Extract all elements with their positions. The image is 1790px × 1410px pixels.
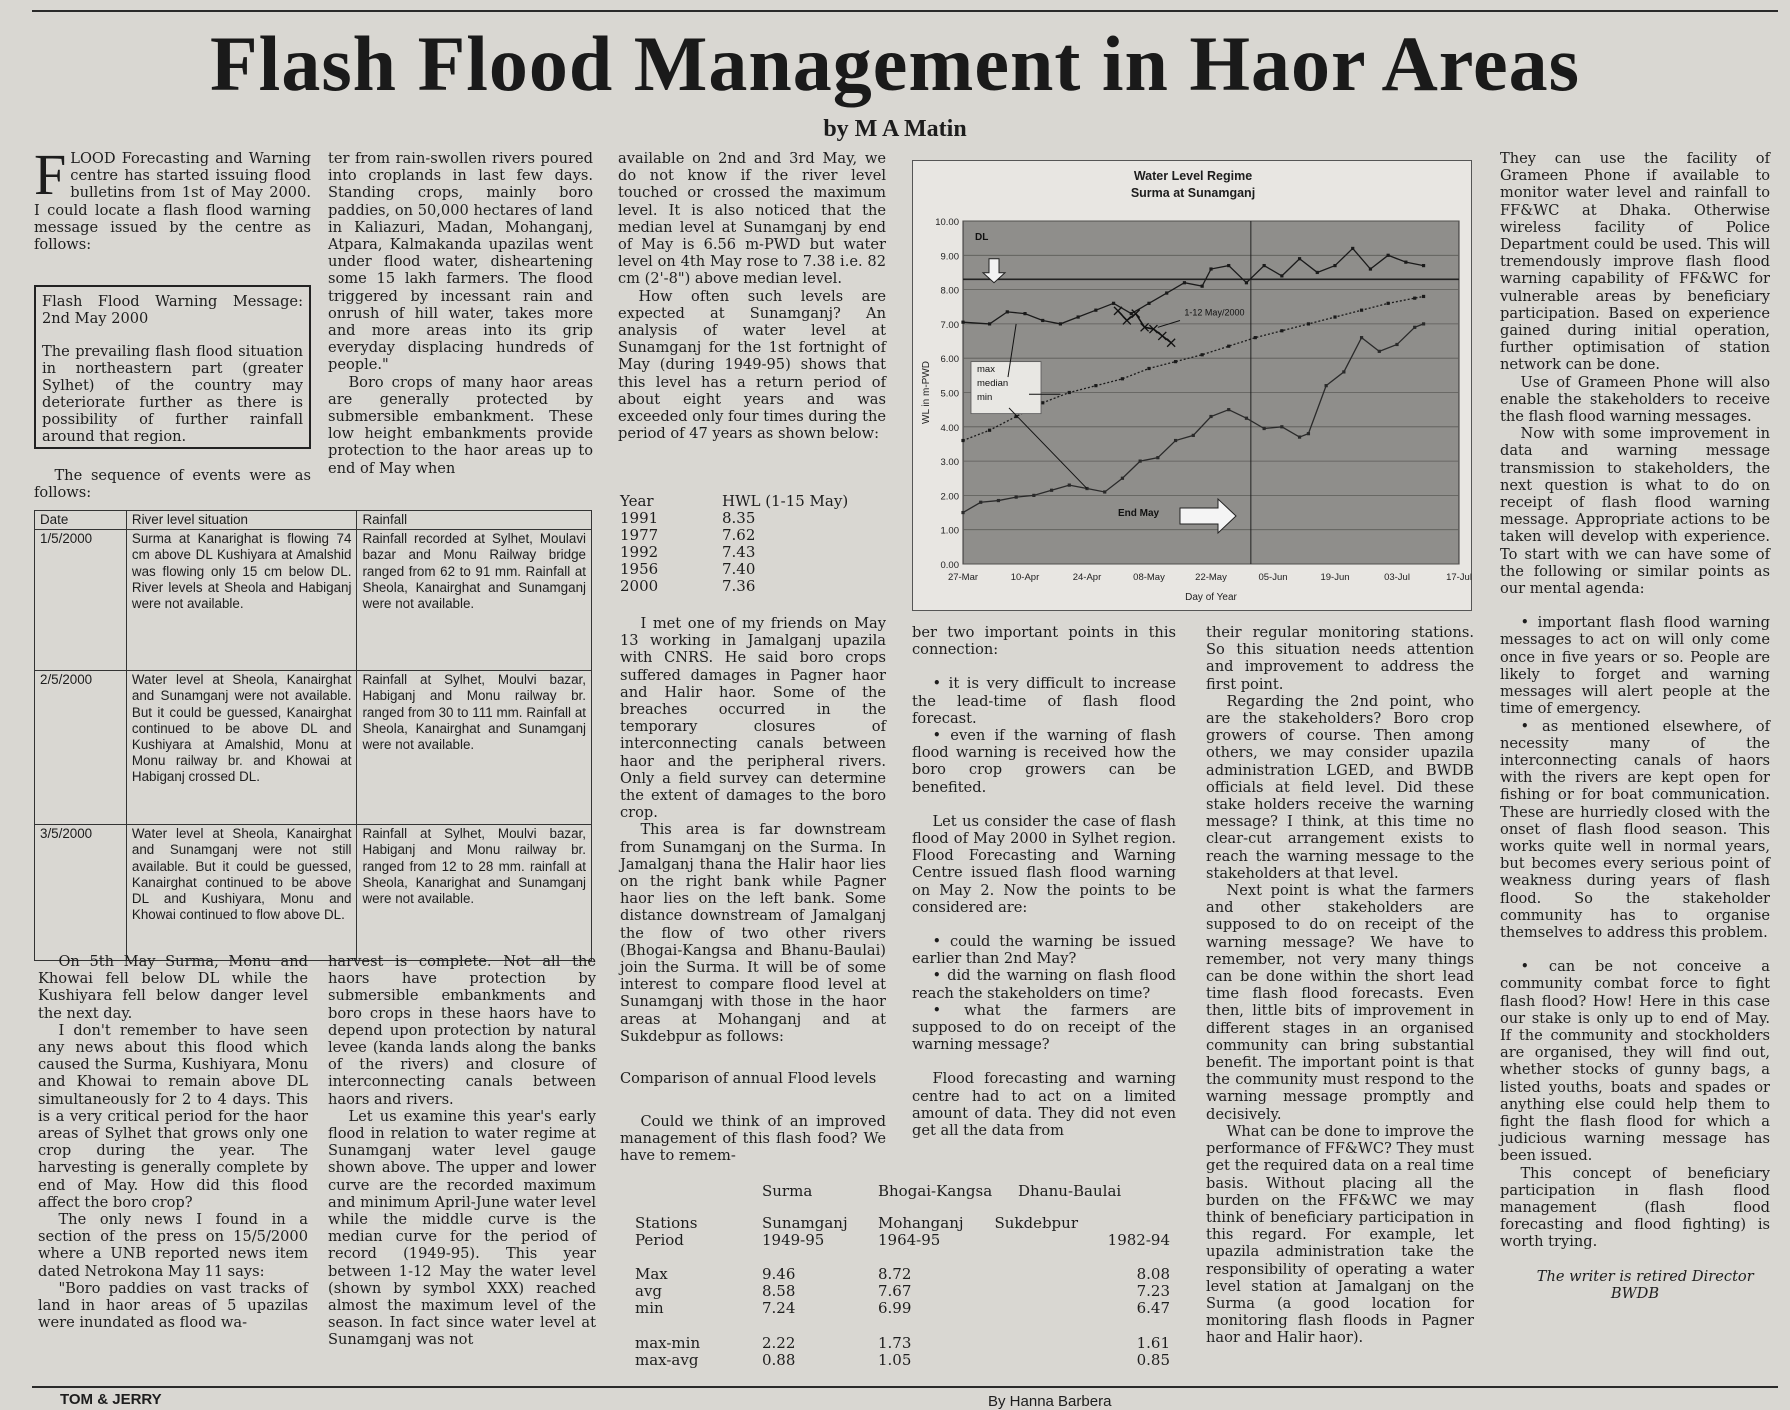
series-point-max (1077, 315, 1080, 318)
row-date: 2/5/2000 (35, 671, 127, 825)
comparison-value: 6.47 (1136, 1299, 1170, 1317)
series-point-median (1094, 384, 1097, 387)
legend-label-min: min (977, 391, 993, 403)
y-tick-label: 5.00 (940, 388, 959, 400)
footer-comic-title: TOM & JERRY (60, 1391, 162, 1408)
author-signoff: The writer is retired Director BWDB (1536, 1267, 1754, 1302)
x-axis-label: Day of Year (1185, 592, 1237, 603)
y-tick-label: 3.00 (940, 457, 959, 469)
hwl-row-value: 7.43 (722, 543, 756, 561)
column-7 (1500, 150, 1770, 1384)
y-tick-label: 8.00 (940, 285, 959, 297)
series-point-max (1094, 309, 1097, 312)
events-table (34, 510, 592, 961)
series-point-max (961, 321, 964, 324)
series-point-median (961, 439, 964, 442)
series-point-min (1307, 432, 1310, 435)
article-byline: by M A Matin (823, 116, 967, 142)
series-point-min (1245, 417, 1248, 420)
series-point-median (1413, 297, 1416, 300)
col5-paragraph-2: Let us consider the case of flash flood of May 2000 in Sylhet region. Flood Forecasting and Warning Centre issued flash flood warning on May 2. Now the points to be considered are: (912, 812, 1176, 916)
row-date: 1/5/2000 (35, 530, 127, 671)
comparison-value: 6.99 (878, 1299, 912, 1317)
series-point-min (1032, 494, 1035, 497)
comparison-value: 2.22 (762, 1334, 796, 1352)
legend-label-max: max (977, 363, 995, 375)
col7-paragraph-1: They can use the facility of Grameen Phone if available to monitor water level and rainfall to FF&WC at Dhaka. Otherwise wireless facility of Police Department could be used. This will tremendously improve flash flood warning capability of FF&WC for vulnerable areas by beneficiary participation. Based on experience gained during initial operation, further optimisation of station network can be done. (1500, 150, 1770, 374)
series-point-median (1068, 391, 1071, 394)
chart-svg (913, 161, 1471, 610)
hwl-row-year: 1992 (620, 543, 659, 561)
col7-paragraph-3: Now with some improvement in data and warning message transmission to stakeholders, the next question is what to do on receipt of flash flood warning message. Appropriate actions to be taken will develop with experience. To start with we can have some of the following or similar points as our mental agenda: (1500, 425, 1770, 598)
series-point-max (1227, 264, 1230, 267)
col4-paragraph-3: Could we think of an improved management of this flash food? We have to remem- (620, 1113, 886, 1165)
hwl-row-value: 7.62 (722, 526, 756, 544)
bottom-col2-paragraph-1: harvest is complete. Not all the haors have protection by submersible embankments and boro crops in these haors have to depend upon protection by natural levee (kanda lands along the banks of the rivers) and closure of interconnecting canals between haors and rivers. (328, 953, 596, 1108)
col5-bullet-4: • did the warning on flash flood reach the stakeholders on time? (912, 967, 1176, 1002)
series-point-max (1387, 254, 1390, 257)
bottom-rule (32, 1386, 1778, 1388)
x-tick-label: 03-Jul (1384, 572, 1410, 583)
series-point-max (1059, 322, 1062, 325)
series-point-median (1307, 322, 1310, 325)
series-point-max (1333, 264, 1336, 267)
station-period: 1982-94 (1107, 1231, 1170, 1249)
series-point-median (1422, 295, 1425, 298)
row-river-level: Water level at Sheola, Kanairghat and Sunamganj were not available. But it could be guessed, Kanairghat continued to be above DL and Kushiyara at Amalshid, Monu at Monu railway br. and Khowai at Habiganj crossed DL. (126, 671, 357, 825)
column-2-top (328, 150, 593, 496)
x-tick-label: 10-Apr (1010, 572, 1040, 583)
series-point-min (1298, 435, 1301, 438)
col3-paragraph-2: How often such levels are expected at Sunamganj? An analysis of water level at Sunamganj for the 1st fortnight of May (during 1949-95) shows that this level has a return period of about eight years and was exceeded only four times during the period of 47 years as shown below: (618, 287, 887, 443)
series-point-min (1263, 427, 1266, 430)
col2-paragraph-1: ter from rain-swollen rivers poured into croplands in last few days. Standing crops, mainly boro paddies, on 50,000 hectares of land in Kaliazuri, Madan, Mohanganj, Atpara, Kalmakanda upazilas went under flood water, disheartening some 15 lakh farmers. The flood triggered by incessant rain and onrush of hill water, takes more and more areas into its grip everyday displacing hundreds of people." (328, 150, 593, 374)
series-point-max (1130, 312, 1133, 315)
y-tick-label: 1.00 (940, 525, 959, 537)
col7-bullet-2: • as mentioned elsewhere, of necessity many of the interconnecting canals of haors with the rivers are kept open for fishing or for boat communication. These are hurriedly closed with the onset of flash flood season. This works quite well in normal years, but becomes every serious point of weakness during years of flash flood. So the stakeholder community has to organise themselves to address this problem. (1500, 717, 1770, 941)
comparison-value: 8.08 (1136, 1265, 1170, 1283)
x-tick-label: 24-Apr (1072, 572, 1102, 583)
col4-paragraph-3-wrap (620, 1113, 886, 1168)
series-point-max (1316, 271, 1319, 274)
series-point-max (1023, 312, 1026, 315)
series-point-median (1147, 367, 1150, 370)
comparison-heading (620, 1070, 886, 1110)
header-river-level: River level situation (126, 511, 357, 530)
bottom-col1-paragraph-1: On 5th May Surma, Monu and Khowai fell below DL while the Kushiyara fell below danger level the next day. (38, 953, 308, 1022)
comparison-value: 8.58 (762, 1282, 796, 1300)
header-date: Date (35, 511, 127, 530)
col4-paragraph-2: This area is far downstream from Sunamganj on the Surma. In Jamalganj thana the Halir haor lies on the right bank while Pagner haor lies on the left bank. Some distance downstream of Jamalganj the flow of two other rivers (Bhogai-Kangsa and Bhanu-Baulai) join the Surma. It will be of some interest to compare flood level at Sunamganj with those in the haor areas at Mohanganj and at Sukdebpur as follows: (620, 821, 886, 1045)
col3-paragraph-1: available on 2nd and 3rd May, we do not know if the river level touched or crossed the maximum level. It is also noticed that the median level at Sunamganj by end of May is 6.56 m-PWD but water level on 4th May rose to 7.38 i.e. 82 cm (2'-8") above median level. (618, 150, 886, 288)
x-tick-label: 27-Mar (947, 572, 979, 583)
row-rainfall: Rainfall recorded at Sylhet, Moulavi bazar and Monu Railway bridge ranged from 62 to 91 mm. Rainfall at Sheola, Kanairghat and Sunamganj were not available. (357, 530, 592, 671)
footer-comic-credit: By Hanna Barbera (988, 1393, 1112, 1410)
table-row (35, 671, 592, 825)
y-tick-label: 7.00 (940, 319, 959, 331)
legend-label-median: median (977, 377, 1009, 389)
series-point-median (1254, 336, 1257, 339)
intro-paragraph: LOOD Forecasting and Warning centre has started issuing flood bulletins from 1st of May 2000. I could locate a flash flood warning message issued by the centre as follows: (34, 150, 311, 254)
comparison-value: 7.67 (878, 1282, 912, 1300)
hwl-header-value: HWL (1-15 May) (722, 492, 849, 510)
series-point-min (1360, 336, 1363, 339)
x-tick-label: 19-Jun (1320, 572, 1350, 583)
series-point-max (1041, 319, 1044, 322)
col5-bullet-5: • what the farmers are supposed to do on receipt of the warning message? (912, 1001, 1176, 1054)
comparison-row-label: max-avg (635, 1351, 699, 1369)
sequence-text: The sequence of events were as follows: (34, 467, 311, 502)
col7-paragraph-2: Use of Grameen Phone will also enable the stakeholders to receive the flash flood warning messages. (1500, 373, 1770, 426)
series-point-min (1174, 439, 1177, 442)
end-may-label: End May (1118, 507, 1160, 519)
river-name: Surma (762, 1182, 813, 1200)
comparison-value: 0.88 (762, 1351, 796, 1369)
events-table-header (35, 511, 592, 530)
hwl-row-year: 1991 (620, 509, 659, 527)
series-point-max (988, 322, 991, 325)
sequence-intro (34, 467, 311, 507)
comparison-value: 9.46 (762, 1265, 796, 1283)
col7-bullet-1: • important flash flood warning messages to act on will only come once in five years or so. People are likely to forget and warning messages will alert people at the time of emergency. (1500, 614, 1770, 718)
river-name: Bhogai-Kangsa (878, 1182, 993, 1200)
col6-paragraph-2: Regarding the 2nd point, who are the stakeholders? Boro crop growers of course. Then among others, we may consider upazila administration LGED, and BWDB officials at field level. Did these stake holders receive the warning message? I think, at this time no clear-cut arrangement exists to reach the warning message to the stakeholders at that level. (1206, 692, 1474, 882)
column-3-top (618, 150, 886, 480)
comparison-value: 1.05 (878, 1351, 912, 1369)
x-tick-label: 17-Jul (1446, 572, 1472, 583)
dl-label: DL (975, 231, 989, 243)
series-point-max (1112, 302, 1115, 305)
series-point-median (1041, 401, 1044, 404)
comparison-heading-text: Comparison of annual Flood levels (620, 1070, 877, 1087)
column-6 (1206, 624, 1474, 1384)
chart-title: Water Level Regime (1133, 169, 1253, 183)
y-tick-label: 4.00 (940, 422, 959, 434)
column-1-intro (34, 142, 311, 276)
series-point-min (1015, 496, 1018, 499)
y-tick-label: 6.00 (940, 354, 959, 366)
col2-paragraph-2: Boro crops of many haor areas are generally protected by submersible embankment. These low height embankments provide protection to the haor areas up to end of May when (328, 373, 593, 477)
series-point-min (1325, 384, 1328, 387)
series-point-min (1378, 350, 1381, 353)
row-river-level: Water level at Sheola, Kanairghat and Sunamganj were not still available. But it could be guessed, Kanairghat continued to be above DL and Kushiyara, Monu and Khowai continued to flow above DL. (126, 825, 357, 961)
header-rainfall: Rainfall (357, 511, 592, 530)
hwl-header-year: Year (620, 492, 654, 510)
series-point-min (1280, 425, 1283, 428)
series-point-max (1201, 285, 1204, 288)
top-rule (32, 10, 1778, 12)
col6-paragraph-4: What can be done to improve the performance of FF&WC? They must get the required data on a real time basis. Without placing all the burden on the FF&WC we may think of beneficiary participation in this regard. For example, let upazila administration take the responsibility of operating a water level station at Jamalganj on the Surma (a good location for monitoring flash floods in Pagner haor and Halir haor). (1206, 1122, 1474, 1347)
series-point-min (1156, 456, 1159, 459)
col7-bullet-3: • can be not conceive a community combat force to fight flash flood? How! Here in this case our stake is only up to end of May. If the community and stockholders are organised, they will find out, whether stocks of gunny bags, a listed youths, boats and spades or anything else could help them to fight the flash flood for which a judicious warning message has been issued. (1500, 958, 1770, 1165)
comparison-value: 8.72 (878, 1265, 912, 1283)
bottom-col2-paragraph-2: Let us examine this year's early flood in relation to water regime at Sunamganj water level gauge shown above. The upper and lower curve are the recorded maximum and minimum April-June water level while the middle curve is the median curve for the period of record (1949-95). This year between 1-12 May the water level (shown by symbol XXX) reached almost the maximum level of the season. In fact since water level at Sunamganj was not (328, 1107, 596, 1349)
x-tick-label: 22-May (1195, 572, 1227, 583)
series-point-min (997, 499, 1000, 502)
series-point-min (1342, 370, 1345, 373)
comparison-row-label: avg (635, 1282, 663, 1300)
bottom-column-1 (38, 953, 308, 1373)
series-point-median (1121, 377, 1124, 380)
series-point-median (1280, 329, 1283, 332)
series-point-median (1201, 353, 1204, 356)
column-5 (912, 624, 1176, 1169)
y-tick-label: 9.00 (940, 251, 959, 263)
hwl-row-value: 7.36 (722, 577, 756, 595)
series-point-max (1298, 257, 1301, 260)
bottom-col1-paragraph-4: "Boro paddies on vast tracks of land in haor areas of 5 upazilas were inundated as flood wa- (38, 1279, 308, 1332)
series-point-min (1413, 326, 1416, 329)
col5-paragraph-1: ber two important points in this connection: (912, 624, 1176, 659)
series-point-min (961, 511, 964, 514)
series-point-max (1404, 261, 1407, 264)
station-period: 1949-95 (762, 1231, 825, 1249)
hwl-row-value: 8.35 (722, 509, 756, 527)
stations-label: Stations (635, 1214, 698, 1232)
station-period: 1964-95 (878, 1231, 941, 1249)
series-point-min (1227, 408, 1230, 411)
comparison-value: 1.61 (1136, 1334, 1170, 1352)
warning-message-box (34, 285, 311, 449)
series-point-max (1209, 267, 1212, 270)
series-point-max (1245, 281, 1248, 284)
col6-paragraph-1: their regular monitoring stations. So this situation needs attention and improvement to address the first point. (1206, 624, 1474, 693)
warning-box-heading: Flash Flood Warning Message: 2nd May 2000 (42, 293, 303, 327)
row-river-level: Surma at Kanarighat is flowing 74 cm above DL Kushiyara at Amalshid was flowing only 15 cm below DL. River levels at Sheola and Habiganj were not available. (126, 530, 357, 671)
y-tick-label: 2.00 (940, 491, 959, 503)
river-name: Dhanu-Baulai (1018, 1182, 1122, 1200)
col5-bullet-3: • could the warning be issued earlier than 2nd May? (912, 933, 1176, 968)
series-point-min (1068, 484, 1071, 487)
col7-paragraph-4: This concept of beneficiary participation in flash flood management (flash flood forecasting and flood fighting) is worth trying. (1500, 1164, 1770, 1251)
row-rainfall: Rainfall at Sylhet, Moulvi bazar, Habiganj and Monu railway br. ranged from 12 to 28 mm. rainfall at Sheola, Kanarighat and Sunamganj were not available. (357, 825, 592, 961)
y-axis-label: WL in m-PWD (921, 361, 932, 424)
series-point-median (1174, 360, 1177, 363)
row-date: 3/5/2000 (35, 825, 127, 961)
table-row (35, 530, 592, 671)
comparison-row-label: Max (635, 1265, 668, 1283)
warning-box-body: The prevailing flash flood situation in northeastern part (greater Sylhet) of the country may deteriorate further as there is possibility of further rainfall around that region. (42, 343, 303, 445)
comparison-value: 1.73 (878, 1334, 912, 1352)
col5-bullet-1: • it is very difficult to increase the lead-time of flash flood forecast. (912, 675, 1176, 727)
series-point-min (1050, 489, 1053, 492)
comparison-value: 7.24 (762, 1299, 796, 1317)
series-point-median (1333, 315, 1336, 318)
series-point-min (1422, 322, 1425, 325)
article-headline: Flash Flood Management in Haor Areas (210, 20, 1580, 107)
column-4-middle (620, 615, 886, 1045)
series-point-min (1209, 415, 1212, 418)
bottom-col1-paragraph-3: The only news I found in a section of the press on 15/5/2000 where a UNB reported news item dated Netrokona May 11 says: (38, 1211, 308, 1280)
hwl-row-year: 1977 (620, 526, 659, 544)
x-tick-label: 05-Jun (1258, 572, 1288, 583)
series-point-min (1395, 343, 1398, 346)
y-tick-label: 0.00 (940, 560, 959, 571)
series-point-max (1006, 310, 1009, 313)
series-point-max (1351, 247, 1354, 250)
series-point-median (988, 429, 991, 432)
series-point-max (1183, 281, 1186, 284)
comparison-value: 0.85 (1136, 1351, 1170, 1369)
series-point-max (1165, 291, 1168, 294)
comparison-row-label: max-min (635, 1334, 701, 1352)
series-point-max (1369, 267, 1372, 270)
station-name: Mohanganj (878, 1214, 964, 1232)
series-point-max (1280, 274, 1283, 277)
col5-paragraph-3: Flood forecasting and warning centre had to act on a limited amount of data. They did not even get all the data from (912, 1070, 1176, 1140)
chart-subtitle: Surma at Sunamganj (1130, 186, 1256, 200)
series-point-median (1227, 345, 1230, 348)
series-point-max (1263, 264, 1266, 267)
col4-paragraph-1: I met one of my friends on May 13 working in Jamalganj upazila with CNRS. He said boro crops suffered damages in Pagner haor and Halir haor. Some of the breaches occurred in the temporary closures of interconnecting canals between haor and the peripheral rivers. Only a field survey can determine the extent of damages to the boro crop. (620, 615, 886, 822)
comparison-value: 7.23 (1136, 1282, 1170, 1300)
hwl-row-year: 2000 (620, 577, 659, 595)
series-point-min (1192, 434, 1195, 437)
hwl-row-value: 7.40 (722, 560, 756, 578)
y-tick-label: 10.00 (935, 217, 959, 228)
col5-bullet-2: • even if the warning of flash flood warning is received how the boro crop growers can be benefited. (912, 727, 1176, 796)
period-label: Period (635, 1231, 684, 1249)
bottom-column-2 (328, 953, 596, 1373)
comparison-row-label: min (635, 1299, 664, 1317)
water-level-chart (912, 160, 1472, 611)
hwl-row-year: 1956 (620, 560, 659, 578)
series-point-max (1422, 264, 1425, 267)
may-2000-label: 1-12 May/2000 (1184, 307, 1245, 318)
series-point-min (1139, 460, 1142, 463)
drop-cap: F (34, 142, 67, 207)
series-point-median (1387, 302, 1390, 305)
x-tick-label: 08-May (1133, 572, 1165, 583)
series-point-min (1121, 477, 1124, 480)
col6-paragraph-3: Next point is what the farmers and other stakeholders are supposed to do on receipt of the warning message? We have to remember, not very many things can be done within the short lead time flash flood forecasts. Even then, little bits of improvement in different stages in an organised community can bring substantial benefit. The important point is that the community must respond to the warning message promptly and decisively. (1206, 882, 1474, 1123)
bottom-col1-paragraph-2: I don't remember to have seen any news about this flood which caused the Surma, Kushiyara, Monu and Khowai to remain above DL simultaneously for 2 to 4 days. This is a very critical period for the haor areas of Sylhet that grows only one crop during the year. The harvesting is generally complete by end of May. How did this flood affect the boro crop? (38, 1021, 308, 1211)
series-point-median (1360, 309, 1363, 312)
series-point-min (979, 501, 982, 504)
row-rainfall: Rainfall at Sylhet, Moulvi bazar, Habiganj and Monu railway br. ranged from 30 to 111 mm. Rainfall at Sheola, Kanairghat and Sunamganj were not available. (357, 671, 592, 825)
station-name: Sukdebpur (994, 1214, 1078, 1232)
series-point-min (1103, 490, 1106, 493)
station-name: Sunamganj (762, 1214, 848, 1232)
series-point-max (1147, 302, 1150, 305)
table-row (35, 825, 592, 961)
